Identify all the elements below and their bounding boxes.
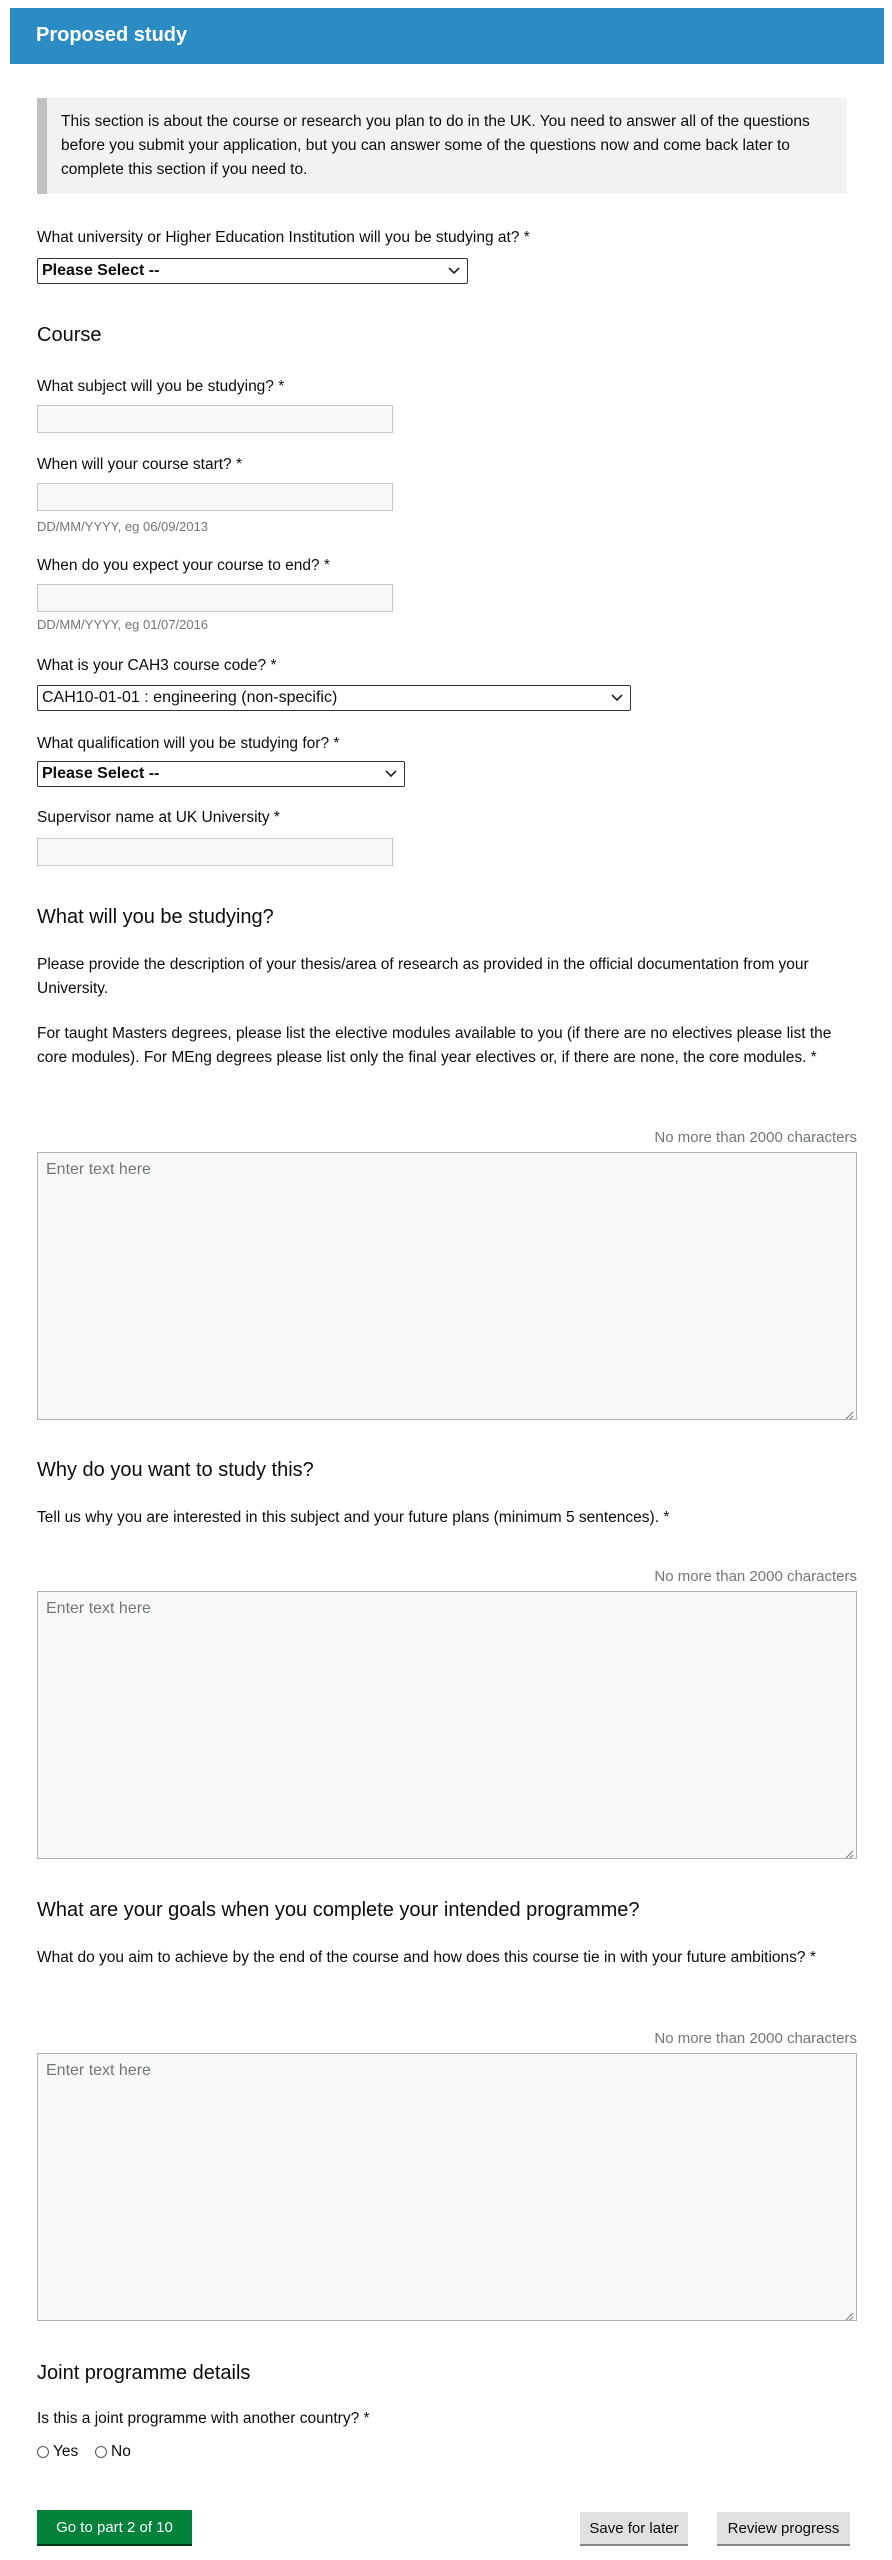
page-header <box>10 8 884 64</box>
chevron-down-icon <box>384 767 398 781</box>
studying-textarea[interactable] <box>37 1152 857 1420</box>
qualification-select[interactable] <box>37 761 405 787</box>
why-heading: Why do you want to study this? <box>37 1459 314 1481</box>
studying-description-1: Please provide the description of your thesis/area of research as provided in the official documentation from your University. <box>37 956 809 997</box>
resize-handle-icon[interactable] <box>844 1407 854 1417</box>
chevron-down-icon <box>447 264 461 278</box>
goals-placeholder: Enter text here <box>46 2062 151 2079</box>
radio-yes[interactable] <box>37 2446 49 2458</box>
chevron-down-icon <box>610 691 624 705</box>
why-char-limit: No more than 2000 characters <box>654 1568 857 1585</box>
course-heading: Course <box>37 324 102 346</box>
supervisor-input[interactable] <box>37 838 393 866</box>
joint-no-option[interactable] <box>95 2443 131 2461</box>
joint-yes-option[interactable] <box>37 2443 78 2461</box>
notice-text: This section is about the course or research you plan to do in the UK. You need to answer all of the questions before you submit your application, but you can answer some of the questions now and come back later to complete this section if you need to. <box>61 113 810 178</box>
start-date-label: When will your course start? * <box>37 456 243 473</box>
page-title: Proposed study <box>36 24 188 46</box>
goals-textarea[interactable] <box>37 2053 857 2321</box>
joint-no-label: No <box>111 2443 131 2460</box>
resize-handle-icon[interactable] <box>844 2308 854 2318</box>
qualification-label: What qualification will you be studying for? * <box>37 735 340 752</box>
goals-heading: What are your goals when you complete your intended programme? <box>37 1899 640 1921</box>
resize-handle-icon[interactable] <box>844 1846 854 1856</box>
studying-description-2: For taught Masters degrees, please list the elective modules available to you (if there are no electives please list the core modules). For MEng degrees please list only the final year electives or, if there are none, the core modules. * <box>37 1025 832 1066</box>
cah3-label: What is your CAH3 course code? * <box>37 657 277 674</box>
end-date-label: When do you expect your course to end? * <box>37 557 330 574</box>
goals-char-limit: No more than 2000 characters <box>654 2030 857 2047</box>
start-date-input[interactable] <box>37 483 393 511</box>
cah3-select-value: CAH10-01-01 : engineering (non-specific) <box>42 689 338 706</box>
supervisor-label: Supervisor name at UK University * <box>37 809 280 826</box>
studying-char-limit: No more than 2000 characters <box>654 1129 857 1146</box>
save-for-later-button[interactable]: Save for later <box>580 2512 688 2544</box>
review-progress-button[interactable]: Review progress <box>717 2512 850 2544</box>
end-date-input[interactable] <box>37 584 393 612</box>
subject-input[interactable] <box>37 405 393 433</box>
radio-no[interactable] <box>95 2446 107 2458</box>
joint-heading: Joint programme details <box>37 2362 251 2384</box>
joint-yes-label: Yes <box>53 2443 79 2460</box>
why-placeholder: Enter text here <box>46 1600 151 1617</box>
why-description: Tell us why you are interested in this subject and your future plans (minimum 5 sentences). * <box>37 1509 670 1526</box>
qualification-select-value: Please Select -- <box>42 765 160 782</box>
next-part-button[interactable]: Go to part 2 of 10 <box>37 2510 192 2544</box>
studying-heading: What will you be studying? <box>37 906 274 928</box>
end-date-hint: DD/MM/YYYY, eg 01/07/2016 <box>37 617 209 632</box>
goals-description: What do you aim to achieve by the end of the course and how does this course tie in with your future ambitions? * <box>37 1949 816 1966</box>
studying-placeholder: Enter text here <box>46 1161 151 1178</box>
cah3-select[interactable] <box>37 685 631 711</box>
start-date-hint: DD/MM/YYYY, eg 06/09/2013 <box>37 519 209 534</box>
university-select[interactable] <box>37 258 468 284</box>
university-select-value: Please Select -- <box>42 262 160 279</box>
why-textarea[interactable] <box>37 1591 857 1859</box>
subject-label: What subject will you be studying? * <box>37 378 285 395</box>
section-notice <box>37 98 847 194</box>
university-label: What university or Higher Education Institution will you be studying at? * <box>37 229 530 246</box>
joint-question: Is this a joint programme with another country? * <box>37 2410 370 2427</box>
